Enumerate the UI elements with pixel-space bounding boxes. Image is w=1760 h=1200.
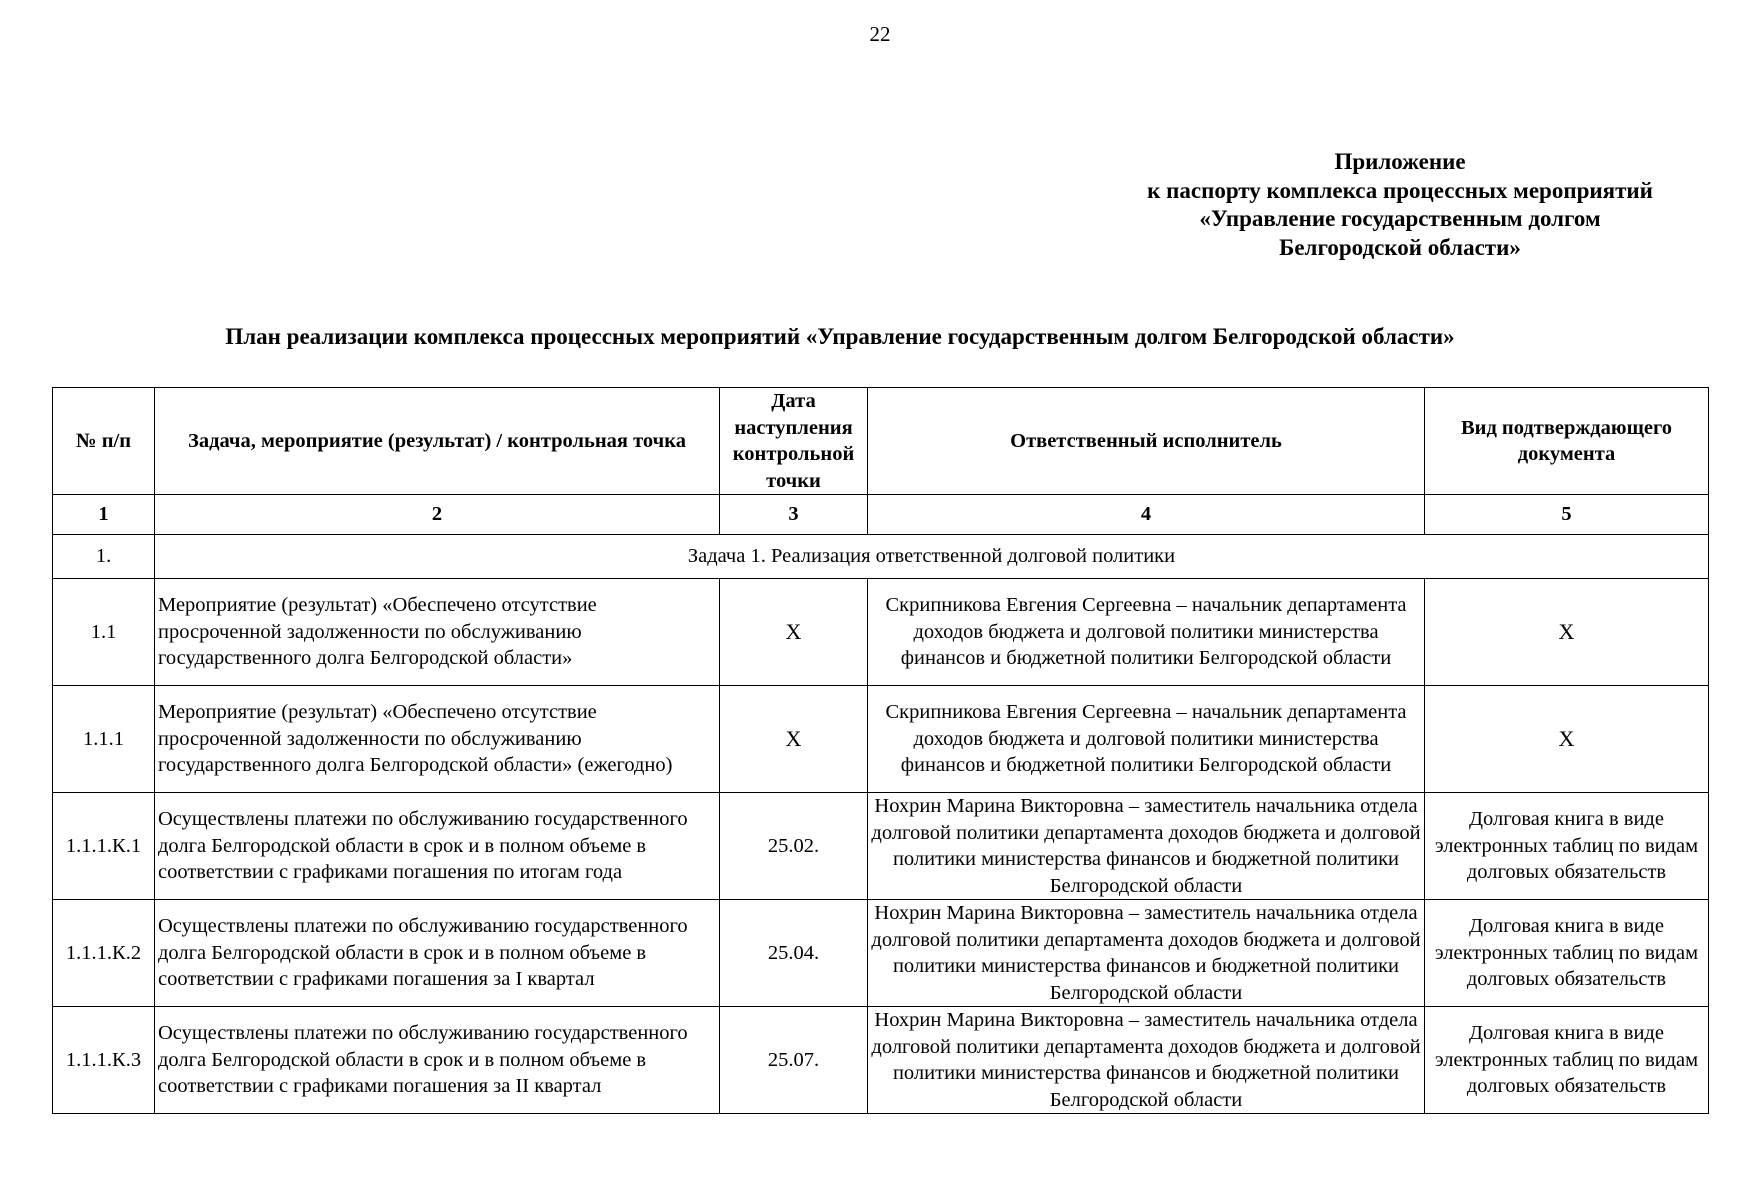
row-executor: Нохрин Марина Викторовна – заместитель начальника отдела долговой политики департамента доходов бюджета и долговой политики министерства финансов и бюджетной политики Белгородской области [868, 1007, 1425, 1114]
header-number: № п/п [53, 388, 155, 495]
header-date: Дата наступления контрольной точки [720, 388, 868, 495]
task-row [53, 535, 1709, 579]
row-number: 1.1.1.К.3 [53, 1007, 155, 1114]
row-date: 25.07. [720, 1007, 868, 1114]
row-date: X [720, 579, 868, 686]
row-date: 25.04. [720, 900, 868, 1007]
row-executor: Скрипникова Евгения Сергеевна – начальник департамента доходов бюджета и долговой политики министерства финансов и бюджетной политики Белгородской области [868, 686, 1425, 793]
row-task: Осуществлены платежи по обслуживанию государственного долга Белгородской области в срок и в полном объеме в соответствии с графиками погашения за I квартал [155, 900, 720, 1007]
row-number: 1.1.1.К.2 [53, 900, 155, 1007]
table-row [53, 1007, 1709, 1114]
row-task: Осуществлены платежи по обслуживанию государственного долга Белгородской области в срок и в полном объеме в соответствии с графиками погашения по итогам года [155, 793, 720, 900]
page-number: 22 [869, 22, 891, 46]
row-number: 1.1.1.К.1 [53, 793, 155, 900]
row-task: Осуществлены платежи по обслуживанию государственного долга Белгородской области в срок и в полном объеме в соответствии с графиками погашения за II квартал [155, 1007, 720, 1114]
appendix-line-1: Приложение [1334, 149, 1466, 174]
row-executor: Скрипникова Евгения Сергеевна – начальник департамента доходов бюджета и долговой политики министерства финансов и бюджетной политики Белгородской области [868, 579, 1425, 686]
row-executor: Нохрин Марина Викторовна – заместитель начальника отдела долговой политики департамента доходов бюджета и долговой политики министерства финансов и бюджетной политики Белгородской области [868, 900, 1425, 1007]
task-title: Задача 1. Реализация ответственной долговой политики [155, 535, 1709, 579]
column-number-row [53, 495, 1709, 535]
plan-table [52, 387, 1709, 1114]
row-document: Долговая книга в виде электронных таблиц по видам долговых обязательств [1425, 1007, 1709, 1114]
column-number: 2 [155, 495, 720, 535]
table-row [53, 793, 1709, 900]
header-task: Задача, мероприятие (результат) / контрольная точка [155, 388, 720, 495]
row-executor: Нохрин Марина Викторовна – заместитель начальника отдела долговой политики департамента доходов бюджета и долговой политики министерства финансов и бюджетной политики Белгородской области [868, 793, 1425, 900]
row-document: X [1425, 686, 1709, 793]
table-row [53, 686, 1709, 793]
table-row [53, 900, 1709, 1007]
row-document: Долговая книга в виде электронных таблиц по видам долговых обязательств [1425, 900, 1709, 1007]
column-number: 4 [868, 495, 1425, 535]
row-document: X [1425, 579, 1709, 686]
row-number: 1.1 [53, 579, 155, 686]
header-executor: Ответственный исполнитель [868, 388, 1425, 495]
column-number: 5 [1425, 495, 1709, 535]
header-document: Вид подтверждающего документа [1425, 388, 1709, 495]
appendix-line-4: Белгородской области» [1279, 234, 1521, 260]
task-number: 1. [53, 535, 155, 579]
row-task: Мероприятие (результат) «Обеспечено отсутствие просроченной задолженности по обслуживанию государственного долга Белгородской области» (ежегодно) [155, 686, 720, 793]
row-date: X [720, 686, 868, 793]
row-document: Долговая книга в виде электронных таблиц по видам долговых обязательств [1425, 793, 1709, 900]
appendix-line-3: «Управление государственным долгом [1199, 206, 1601, 231]
row-number: 1.1.1 [53, 686, 155, 793]
appendix-header [1090, 148, 1710, 262]
row-date: 25.02. [720, 793, 868, 900]
plan-title: План реализации комплекса процессных мероприятий «Управление государственным долгом Белгородской области» [225, 324, 1455, 349]
column-number: 3 [720, 495, 868, 535]
table-header-row [53, 388, 1709, 495]
appendix-line-2: к паспорту комплекса процессных мероприятий [1147, 177, 1653, 203]
column-number: 1 [53, 495, 155, 535]
row-task: Мероприятие (результат) «Обеспечено отсутствие просроченной задолженности по обслуживанию государственного долга Белгородской области» [155, 579, 720, 686]
table-row [53, 579, 1709, 686]
